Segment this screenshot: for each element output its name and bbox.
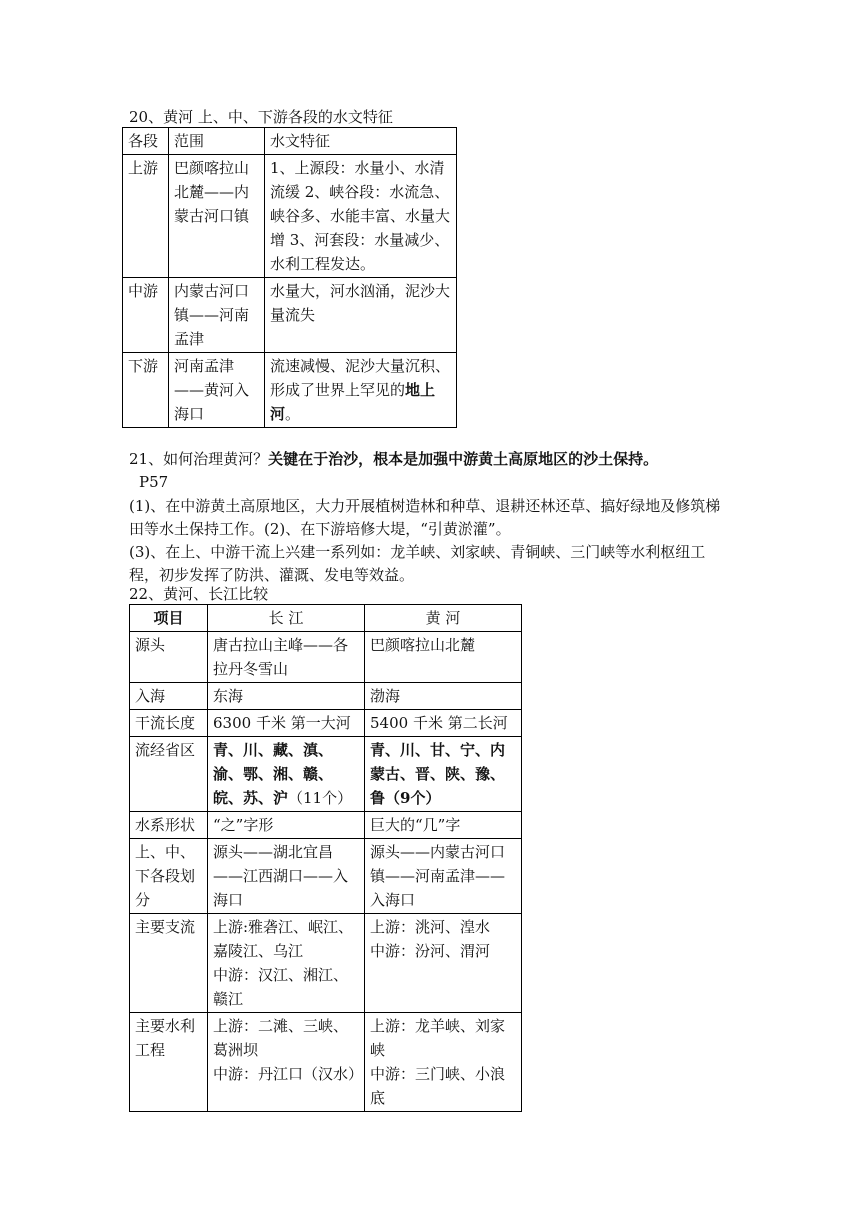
upper-reach-line: 上游:雅砻江、岷江、嘉陵江、乌江 <box>213 918 354 960</box>
item-cell: 主要支流 <box>130 914 208 1013</box>
question-prefix: 21、如何治理黄河？ <box>129 450 269 468</box>
table-header-row <box>130 605 522 632</box>
middle-reach-line: 中游：丹江口（汉水） <box>213 1065 364 1083</box>
header-range: 范围 <box>169 128 265 155</box>
yellow-river-cell: 渤海 <box>365 683 522 710</box>
middle-reach-line: 中游：汾河、渭河 <box>370 942 491 960</box>
yellow-river-cell: 5400 千米 第二长河 <box>365 710 522 737</box>
middle-reach-line: 中游：三门峡、小浪底 <box>370 1065 506 1107</box>
yangtze-cell <box>208 914 365 1013</box>
yellow-river-cell: 巨大的“几”字 <box>365 812 522 839</box>
table-row <box>123 155 457 278</box>
question-key-answer: 关键在于治沙，根本是加强中游黄土高原地区的沙土保持。 <box>268 450 659 468</box>
feature-cell <box>265 353 457 428</box>
range-cell: 内蒙古河口镇——河南孟津 <box>169 278 265 353</box>
range-cell: 河南孟津——黄河入海口 <box>169 353 265 428</box>
header-feature: 水文特征 <box>265 128 457 155</box>
range-cell: 巴颜喀拉山北麓——内蒙古河口镇 <box>169 155 265 278</box>
feature-cell: 1、上源段：水量小、水清流缓 2、峡谷段：水流急、峡谷多、水能丰富、水量大增 3、河套段：水量减少、水利工程发达。 <box>265 155 457 278</box>
segment-cell: 下游 <box>123 353 169 428</box>
header-yangtze: 长 江 <box>208 605 365 632</box>
yellow-river-segments-table <box>122 127 457 428</box>
item-cell: 主要水利工程 <box>130 1013 208 1112</box>
yellow-river-cell <box>365 1013 522 1112</box>
upper-reach-line: 上游：洮河、湟水 <box>370 918 491 936</box>
table-row <box>123 353 457 428</box>
table-row <box>130 839 522 914</box>
item-cell: 水系形状 <box>130 812 208 839</box>
page-reference: P57 <box>139 473 169 491</box>
section-22-title: 22、黄河、长江比较 <box>129 585 269 603</box>
item-cell: 源头 <box>130 632 208 683</box>
table-row <box>130 737 522 812</box>
yangtze-cell: 6300 千米 第一大河 <box>208 710 365 737</box>
table-row <box>130 1013 522 1112</box>
table-row <box>130 914 522 1013</box>
feature-cell: 水量大，河水汹涌，泥沙大量流失 <box>265 278 457 353</box>
province-count: （11个） <box>288 789 353 807</box>
item-cell: 流经省区 <box>130 737 208 812</box>
yellow-river-cell: 源头——内蒙古河口镇——河南孟津——入海口 <box>365 839 522 914</box>
river-comparison-table <box>129 604 522 1112</box>
provinces-text: 青、川、甘、宁、内蒙古、晋、陕、豫、鲁 <box>370 741 506 807</box>
yellow-river-cell <box>365 737 522 812</box>
yellow-river-cell <box>365 914 522 1013</box>
yangtze-cell: 源头——湖北宜昌——江西湖口——入海口 <box>208 839 365 914</box>
table-row <box>130 683 522 710</box>
feature-tail-text: 。 <box>285 405 301 423</box>
item-cell: 入海 <box>130 683 208 710</box>
yellow-river-cell: 巴颜喀拉山北麓 <box>365 632 522 683</box>
table-row <box>130 632 522 683</box>
table-row <box>123 278 457 353</box>
middle-reach-line: 中游：汉江、湘江、赣江 <box>213 966 349 1008</box>
section-21-paragraph-1: (1)、在中游黄土高原地区，大力开展植树造林和种草、退耕还林还草、搞好绿地及修筑梯田等水土保持工作。(2)、在下游培修大堤，“引黄淤灌”。 <box>129 497 721 538</box>
header-yellow-river: 黄 河 <box>365 605 522 632</box>
yangtze-cell <box>208 737 365 812</box>
yangtze-cell: 唐古拉山主峰——各拉丹冬雪山 <box>208 632 365 683</box>
table-header-row <box>123 128 457 155</box>
yangtze-cell: “之”字形 <box>208 812 365 839</box>
segment-cell: 上游 <box>123 155 169 278</box>
header-segment: 各段 <box>123 128 169 155</box>
yangtze-cell: 东海 <box>208 683 365 710</box>
upper-reach-line: 上游：二滩、三峡、葛洲坝 <box>213 1017 349 1059</box>
province-count: （9个） <box>385 789 441 807</box>
header-item: 项目 <box>130 605 208 632</box>
provinces-text: 青、川、藏、滇、渝、鄂、湘、赣、皖、苏、沪 <box>213 741 334 807</box>
section-21-paragraph-2: (3)、在上、中游干流上兴建一系列如：龙羊峡、刘家峡、青铜峡、三门峡等水利枢纽工程，初步发挥了防洪、灌溉、发电等效益。 <box>129 543 706 584</box>
upper-reach-line: 上游：龙羊峡、刘家峡 <box>370 1017 506 1059</box>
section-21-question <box>129 448 749 494</box>
item-cell: 干流长度 <box>130 710 208 737</box>
segment-cell: 中游 <box>123 278 169 353</box>
item-cell: 上、中、下各段划分 <box>130 839 208 914</box>
section-20-title: 20、黄河 上、中、下游各段的水文特征 <box>129 108 393 126</box>
feature-text: 流速减慢、泥沙大量沉积、形成了世界上罕见的 <box>270 357 451 399</box>
yangtze-cell <box>208 1013 365 1112</box>
table-row <box>130 710 522 737</box>
table-row <box>130 812 522 839</box>
feature-bold-text: 地上河 <box>270 381 436 423</box>
